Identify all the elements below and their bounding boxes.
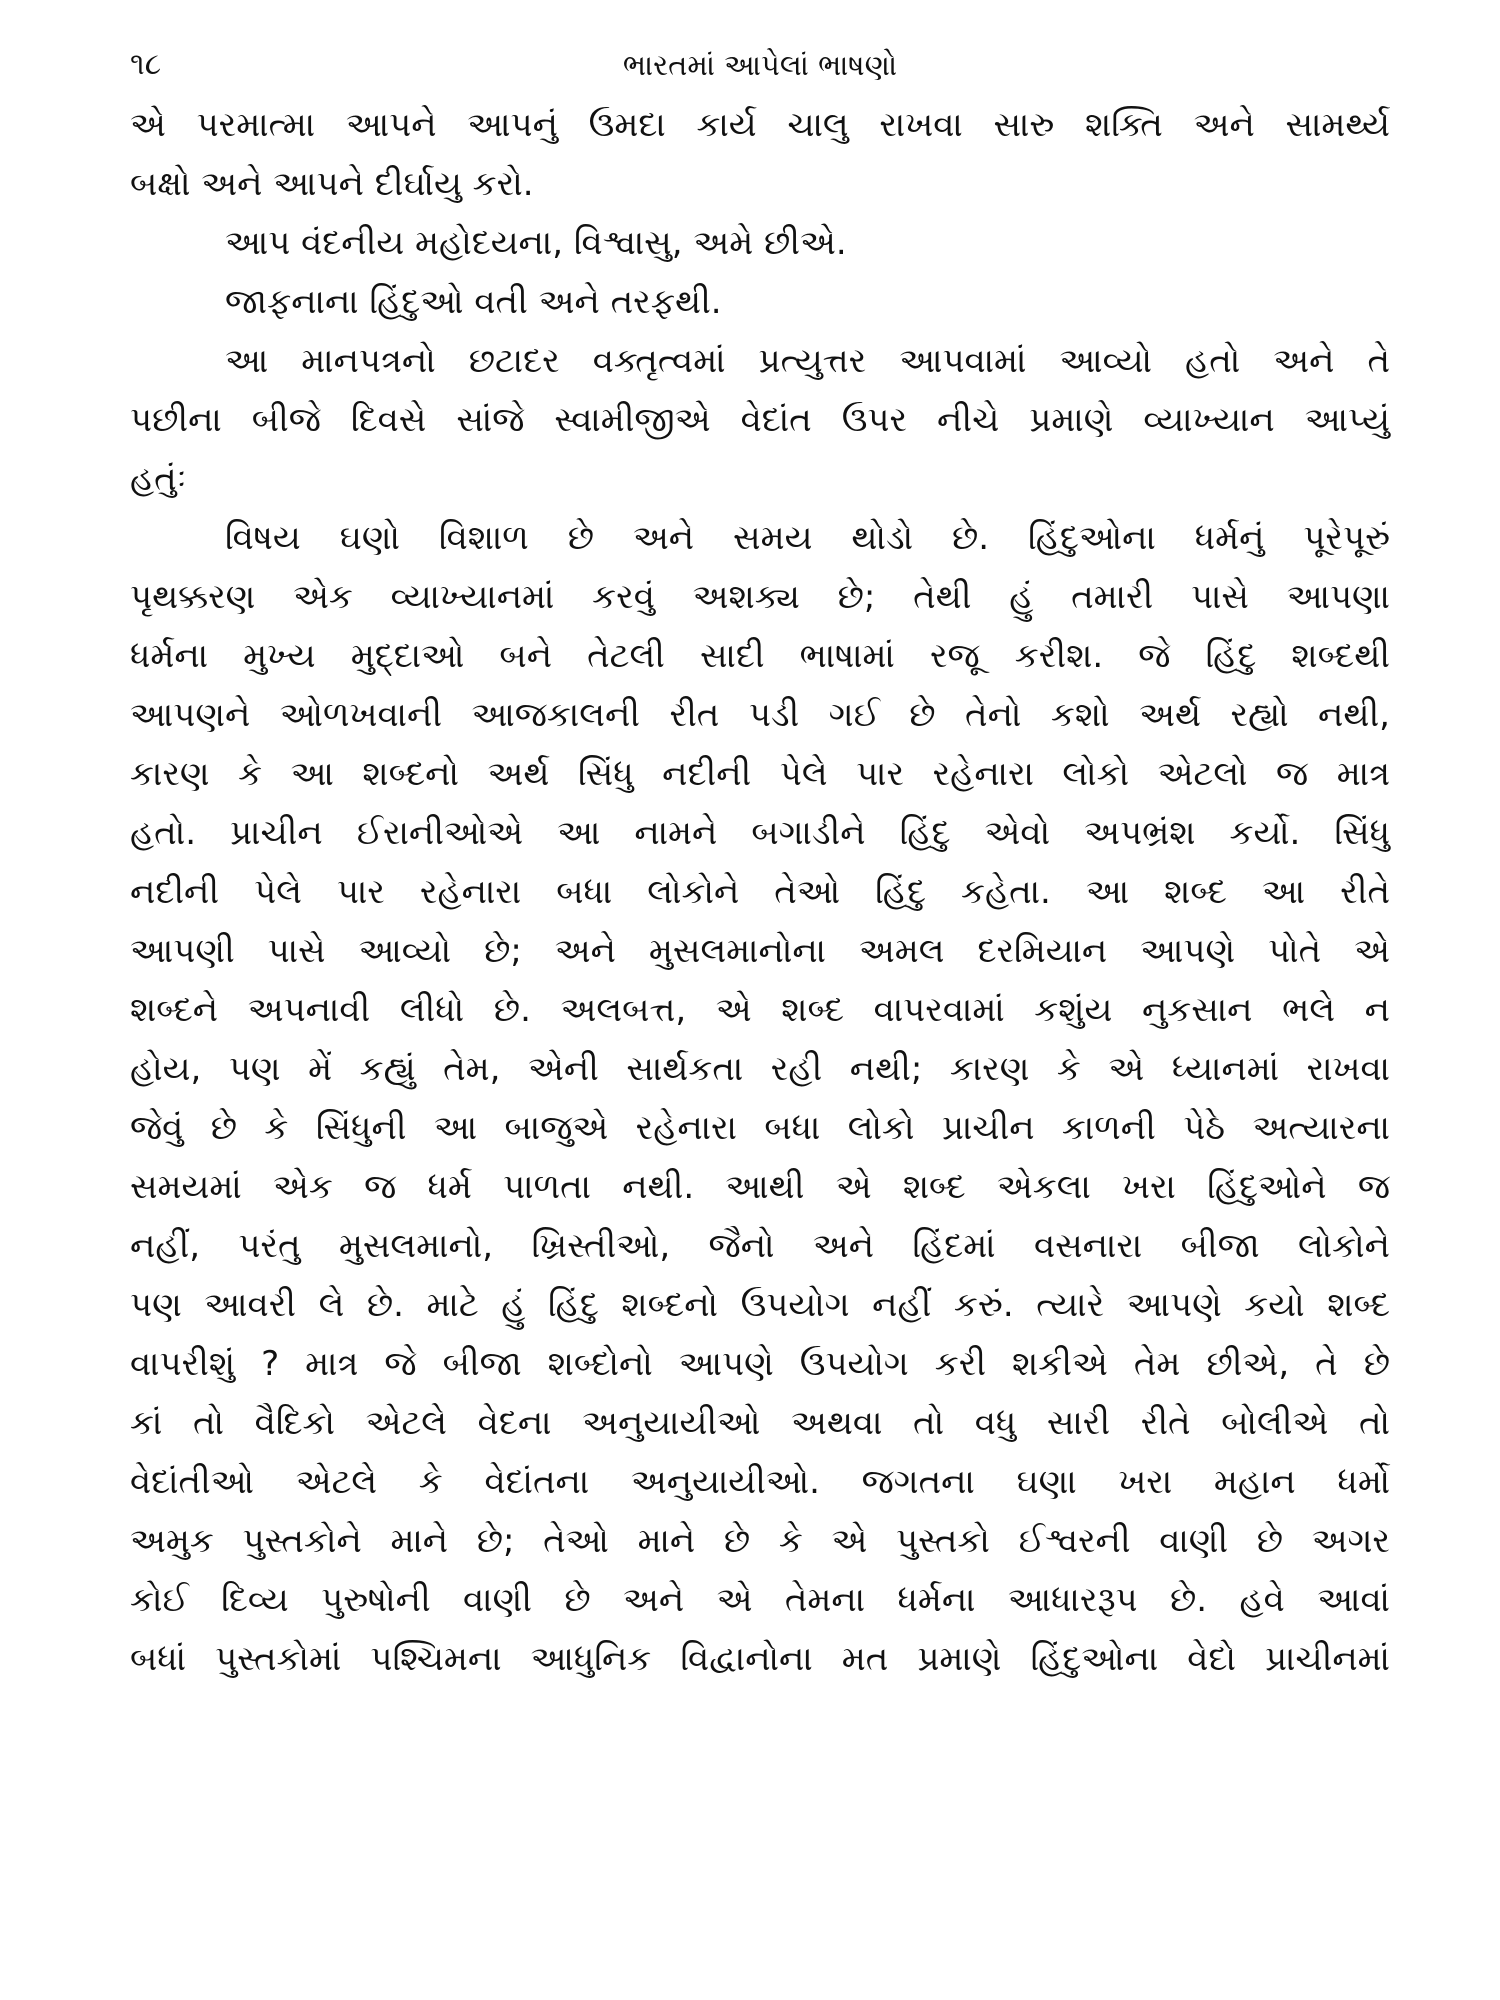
text-line: આ માનપત્રનો છટાદર વક્તૃત્વમાં પ્રત્યુત્તર આપવામાં આવ્યો હતો અને તે bbox=[225, 341, 1390, 381]
text-line: અમુક પુસ્તકોને માને છે; તેઓ માને છે કે એ પુસ્તકો ઈશ્વરની વાણી છે અગર bbox=[130, 1521, 1390, 1561]
text-line: વિષય ઘણો વિશાળ છે અને સમય થોડો છે. હિંદુઓના ધર્મનું પૂરેપૂરું bbox=[225, 518, 1390, 558]
text-line: વાપરીશું ? માત્ર જે બીજા શબ્દોનો આપણે ઉપયોગ કરી શકીએ તેમ છીએ, તે છે bbox=[130, 1344, 1390, 1384]
text-line: ધર્મના મુખ્ય મુદ્દાઓ બને તેટલી સાદી ભાષામાં રજૂ કરીશ. જે હિંદુ શબ્દથી bbox=[130, 636, 1390, 676]
text-line: પણ આવરી લે છે. માટે હું હિંદુ શબ્દનો ઉપયોગ નહીં કરું. ત્યારે આપણે કયો શબ્દ bbox=[130, 1285, 1390, 1325]
text-line: સમયમાં એક જ ધર્મ પાળતા નથી. આથી એ શબ્દ એકલા ખરા હિંદુઓને જ bbox=[130, 1167, 1390, 1207]
text-line: આપ વંદનીય મહોદયના, વિશ્વાસુ, અમે છીએ. bbox=[225, 223, 847, 263]
text-line: આપણને ઓળખવાની આજકાલની રીત પડી ગઈ છે તેનો કશો અર્થ રહ્યો નથી, bbox=[130, 695, 1390, 735]
text-line: નહીં, પરંતુ મુસલમાનો, ખ્રિસ્તીઓ, જૈનો અને હિંદમાં વસનારા બીજા લોકોને bbox=[130, 1226, 1390, 1266]
text-line: પછીના બીજે દિવસે સાંજે સ્વામીજીએ વેદાંત ઉપર નીચે પ્રમાણે વ્યાખ્યાન આપ્યું bbox=[130, 400, 1390, 440]
page-header bbox=[130, 40, 1390, 90]
text-line: જેવું છે કે સિંધુની આ બાજુએ રહેનારા બધા લોકો પ્રાચીન કાળની પેઠે અત્યારના bbox=[130, 1108, 1390, 1148]
text-line: એ પરમાત્મા આપને આપનું ઉમદા કાર્ય ચાલુ રાખવા સારુ શક્તિ અને સામર્થ્ય bbox=[130, 105, 1390, 145]
text-line: કારણ કે આ શબ્દનો અર્થ સિંધુ નદીની પેલે પાર રહેનારા લોકો એટલો જ માત્ર bbox=[130, 754, 1390, 794]
text-line: શબ્દને અપનાવી લીધો છે. અલબત્ત, એ શબ્દ વાપરવામાં કશુંય નુકસાન ભલે ન bbox=[130, 990, 1390, 1030]
text-line: હતો. પ્રાચીન ઈરાનીઓએ આ નામને બગાડીને હિંદુ એવો અપભ્રંશ કર્યો. સિંધુ bbox=[130, 813, 1390, 853]
text-line: હતુંઃ bbox=[130, 459, 187, 499]
text-line: કોઈ દિવ્ય પુરુષોની વાણી છે અને એ તેમના ધર્મના આધારરૂપ છે. હવે આવાં bbox=[130, 1580, 1390, 1620]
text-line: આપણી પાસે આવ્યો છે; અને મુસલમાનોના અમલ દરમિયાન આપણે પોતે એ bbox=[130, 931, 1390, 971]
text-line: હોય, પણ મેં કહ્યું તેમ, એની સાર્થકતા રહી નથી; કારણ કે એ ધ્યાનમાં રાખવા bbox=[130, 1049, 1390, 1089]
text-line: બક્ષો અને આપને દીર્ઘાયુ કરો. bbox=[130, 164, 534, 204]
body-text bbox=[130, 96, 1390, 1689]
text-line: જાફનાના હિંદુઓ વતી અને તરફથી. bbox=[225, 282, 722, 322]
text-line: વેદાંતીઓ એટલે કે વેદાંતના અનુયાયીઓ. જગતના ઘણા ખરા મહાન ધર્મો bbox=[130, 1462, 1390, 1502]
text-line: કાં તો વૈદિકો એટલે વેદના અનુયાયીઓ અથવા તો વધુ સારી રીતે બોલીએ તો bbox=[130, 1403, 1390, 1443]
text-line: પૃથક્કરણ એક વ્યાખ્યાનમાં કરવું અશક્ય છે; તેથી હું તમારી પાસે આપણા bbox=[130, 577, 1390, 617]
text-line: નદીની પેલે પાર રહેનારા બધા લોકોને તેઓ હિંદુ કહેતા. આ શબ્દ આ રીતે bbox=[130, 872, 1390, 912]
running-title: ભારતમાં આપેલાં ભાષણો bbox=[622, 48, 898, 82]
page-number: ૧૮ bbox=[130, 47, 162, 82]
text-line: બધાં પુસ્તકોમાં પશ્ચિમના આધુનિક વિદ્વાનોના મત પ્રમાણે હિંદુઓના વેદો પ્રાચીનમાં bbox=[130, 1639, 1390, 1679]
